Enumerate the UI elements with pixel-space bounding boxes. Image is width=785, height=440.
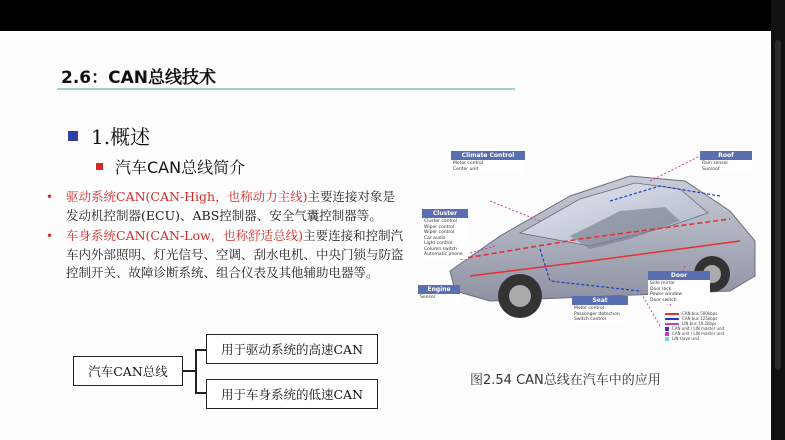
legend-item: CAN bus 500kbps — [665, 311, 724, 316]
bullet-item — [46, 188, 406, 225]
legend-item: CAN unit / LIN master unit — [665, 331, 724, 336]
connector-line — [195, 349, 197, 393]
connector-line — [195, 349, 206, 351]
legend-item: CAN unit / LIN master unit — [665, 326, 724, 331]
heading-level2 — [96, 155, 245, 178]
connector-line — [195, 392, 206, 394]
bullet-list — [46, 188, 406, 283]
scrollbar-thumb[interactable] — [775, 40, 781, 370]
dot-bullet-icon: • — [46, 190, 54, 204]
bullet-text: 主要连接和控制汽车内外部照明、灯光信号、空调、刮水电机、中央门锁与防盗控制开关、故障诊断系统、组合仪表及其他辅助电器等。 — [66, 228, 404, 280]
top-black-bar — [0, 0, 785, 31]
figure-caption: 图2.54 CAN总线在汽车中的应用 — [470, 373, 661, 388]
legend-item: CAN bus 125kbps — [665, 316, 724, 321]
heading-level1 — [68, 121, 150, 150]
diagram-high-speed-box: 用于驱动系统的高速CAN — [206, 334, 378, 364]
diagram-root-box: 汽车CAN总线 — [73, 356, 183, 386]
label-cluster: Cluster Cluster control Wiper control Wiper control Car audio Light control Column switch Automatic phone — [422, 209, 468, 259]
slide — [0, 31, 771, 440]
bullet-item — [46, 227, 406, 283]
legend-item: LIN bus 19.2kbps — [665, 321, 724, 326]
bullet-highlight: 车身系统CAN(CAN-Low，也称舒适总线) — [66, 228, 304, 243]
legend-item: LIN slave unit — [665, 336, 724, 341]
dot-bullet-icon: • — [46, 229, 54, 243]
right-scrollbar[interactable] — [771, 0, 785, 440]
label-door: Door Side mirror Door lock Power window Door switch — [648, 271, 710, 304]
label-climate-control: Climate Control Motor control Center unit — [451, 151, 525, 173]
bullet-text: 主要连接对象是发动机控制器(ECU)、ABS控制器、安全气囊控制器等。 — [66, 189, 396, 223]
bullet-highlight: 驱动系统CAN(CAN-High，也称动力主线) — [66, 189, 308, 204]
figure-legend — [665, 311, 724, 341]
diagram-low-speed-box: 用于车身系统的低速CAN — [206, 379, 378, 409]
square-bullet-icon — [68, 131, 78, 141]
label-seat: Seat Motor control Passenger detection Switch control — [572, 296, 628, 324]
square-bullet-icon — [96, 163, 103, 170]
label-roof: Roof Rain sensor Sunroof — [700, 151, 752, 173]
heading2-text: 汽车CAN总线简介 — [115, 158, 246, 177]
slide-title: 2.6：CAN总线技术 — [61, 68, 216, 88]
title-underline — [57, 88, 515, 90]
label-engine: Engine Sensor — [418, 285, 460, 302]
heading1-text: 1.概述 — [91, 125, 151, 149]
can-bus-diagram — [73, 331, 393, 411]
